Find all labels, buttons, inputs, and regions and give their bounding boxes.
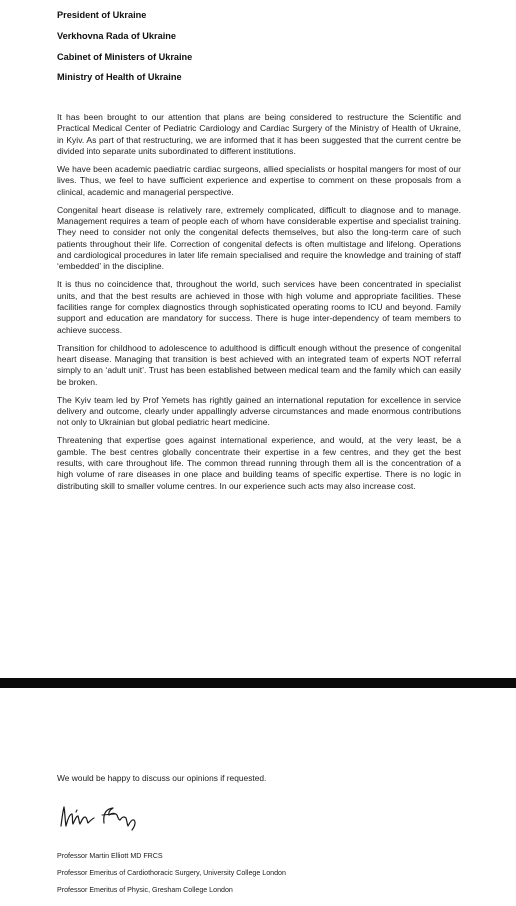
body-paragraph: We have been academic paediatric cardiac surgeons, allied specialists or hospital mangers for most of our lives. Thus, we feel to have sufficient experience and expertise to comment on these proposals from a clinical, academic and managerial perspective.	[57, 163, 461, 197]
signatory-title: Professor Emeritus of Physic, Gresham College London	[57, 886, 233, 894]
recipient-list	[57, 9, 477, 92]
body-paragraph: Transition for childhood to adolescence to adulthood is difficult enough without the presence of congenital heart disease. Managing that transition is best achieved with an integrated team of experts NOT referral simply to an ‘adult unit’. Trust has been established between medical team and the family which can easily be broken.	[57, 342, 461, 387]
recipient-line: President of Ukraine	[57, 10, 147, 20]
signature-drawing	[57, 800, 147, 832]
signatory-name: Professor Martin Elliott MD FRCS	[57, 852, 163, 860]
recipient-line: Verkhovna Rada of Ukraine	[57, 30, 176, 41]
signatory-details	[57, 852, 286, 903]
body-paragraph: The Kyiv team led by Prof Yemets has rightly gained an international reputation for excellence in service delivery and outcome, clearly under appallingly adverse circumstances and made enormous contributions not only to Ukrainian but global pediatric heart medicine.	[57, 394, 461, 428]
signatory-title: Professor Emeritus of Cardiothoracic Surgery, University College London	[57, 869, 286, 877]
body-paragraph: It is thus no coincidence that, throughout the world, such services have been concentrated in specialist units, and that the best results are achieved in those with high volume and appropriate facilities. These facilities range for complex diagnostics through sophisticated operating rooms to ICU and beyond. Family support and education are mandatory for success. There is huge inter-dependency of team members to achieve success.	[57, 279, 461, 335]
body-paragraph: It has been brought to our attention that plans are being considered to restructure the Scientific and Practical Medical Center of Pediatric Cardiology and Cardiac Surgery of the Ministry of Health of Ukraine, in Kyiv. As part of that restructuring, we are informed that it has been suggested that the current centre be divided into separate units subordinated to different institutions.	[57, 112, 461, 157]
recipient-line: Cabinet of Ministers of Ukraine	[57, 51, 193, 62]
handwritten-signature	[57, 800, 147, 832]
body-paragraph: Threatening that expertise goes against international experience, and would, at the very least, be a gamble. The best centres globally concentrate their expertise in a few centres, and they get the best results, with care throughout life. The common thread running through them all is the concentration of a high volume of rare diseases in one place and building teams of specific expertise. There is no logic in distributing skill to smaller volume centres. In our experience such acts may also increase cost.	[57, 435, 461, 491]
closing-line: We would be happy to discuss our opinions if requested.	[57, 773, 267, 783]
letter-body	[57, 112, 461, 498]
body-paragraph: Congenital heart disease is relatively rare, extremely complicated, difficult to diagnose and to manage. Management requires a team of people each of whom have considerable expertise and specialist training. They need to consider not only the congenital defects themselves, but also the long-term care of such patients throughout their life. Correction of congenital defects is often multistage and lifelong. Operations and cardiological procedures in later life remain specialised and require the knowledge and training of staff ‘embedded’ in the discipline.	[57, 204, 461, 272]
page-separator	[0, 678, 516, 688]
recipient-line: Ministry of Health of Ukraine	[57, 72, 182, 83]
